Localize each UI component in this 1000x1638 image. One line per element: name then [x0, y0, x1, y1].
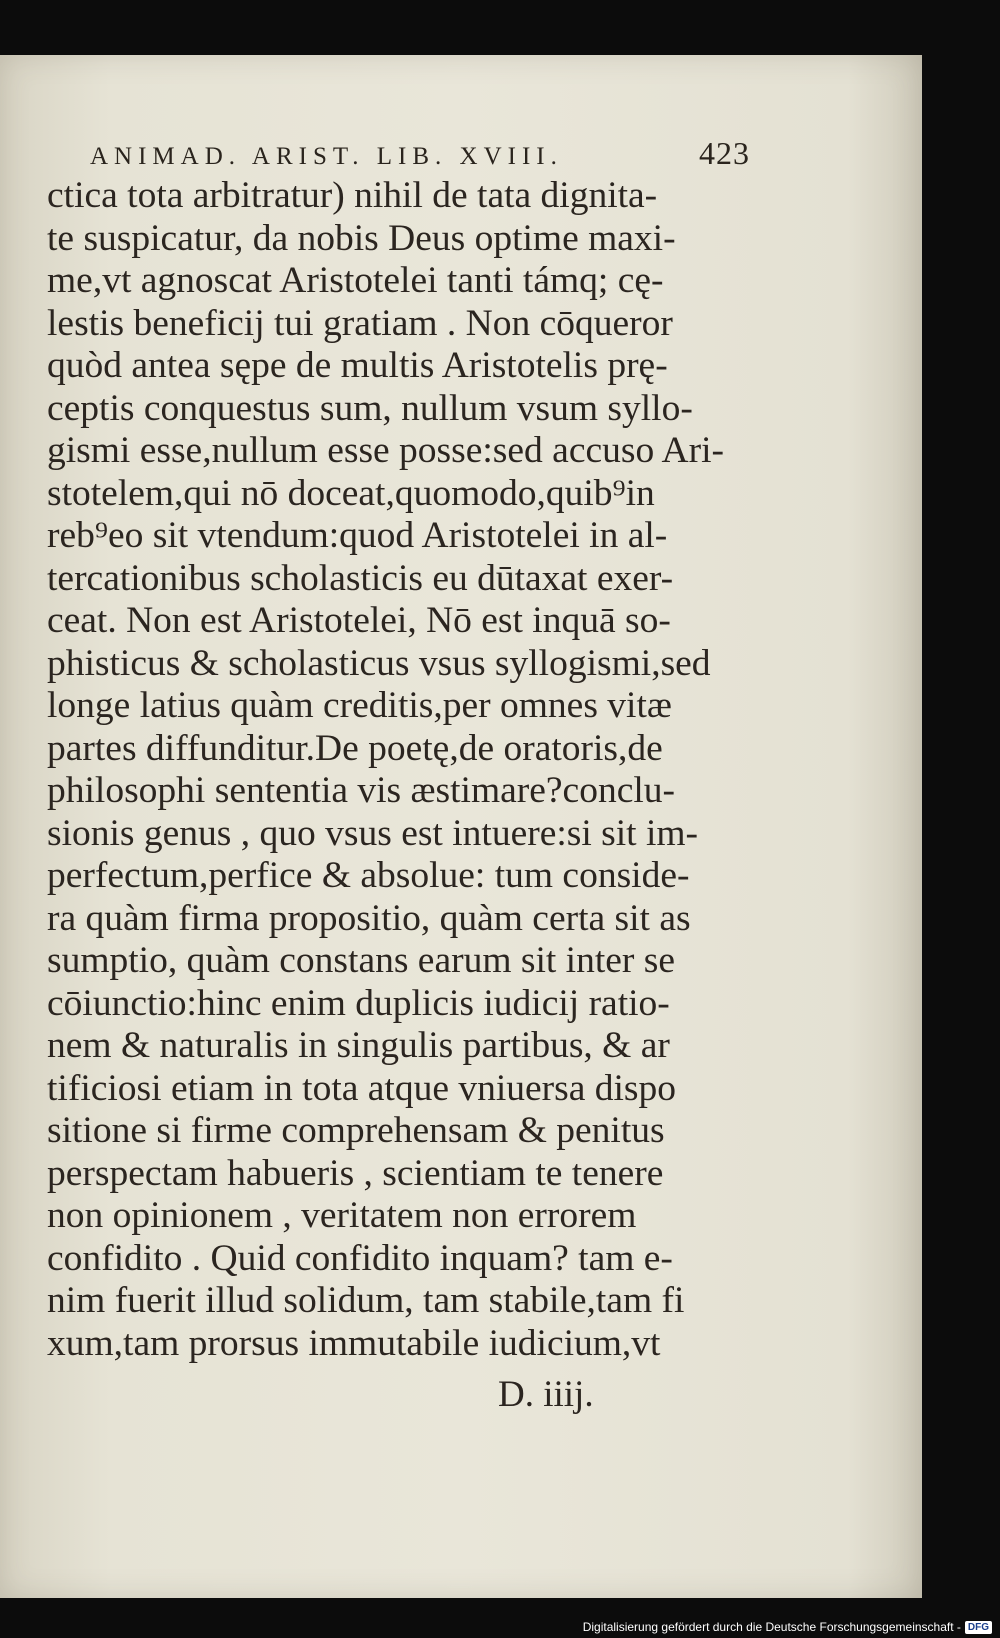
text-line: perfectum,perfice & absolue: tum conside-: [47, 855, 690, 896]
credit-text: Digitalisierung gefördert durch die Deutsche Forschungsgemeinschaft -: [582, 1620, 961, 1634]
text-line: sionis genus , quo vsus est intuere:si sit im-: [47, 812, 699, 854]
text-line: gismi esse,nullum esse posse:sed accuso Ari-: [47, 430, 724, 471]
text-line: non opinionem , veritatem non errorem: [47, 1195, 637, 1236]
signature-mark: D. iiij.: [498, 1374, 594, 1415]
dfg-logo: DFG: [965, 1621, 992, 1634]
text-line: sitione si firme comprehensam & penitus: [47, 1110, 665, 1151]
page-number: 423: [699, 135, 750, 171]
text-line: stotelem,qui nō doceat,quomodo,quib⁹in: [47, 472, 655, 514]
page-header: [90, 135, 750, 172]
text-line: tificiosi etiam in tota atque vniuersa dispo: [47, 1067, 677, 1109]
text-line: cōiunctio:hinc enim duplicis iudicij ratio-: [47, 982, 670, 1024]
text-line: quòd antea sępe de multis Aristotelis prę-: [47, 345, 668, 386]
text-line: tercationibus scholasticis eu dūtaxat exer-: [47, 557, 674, 599]
text-line: phisticus & scholasticus vsus syllogismi,sed: [47, 642, 711, 684]
running-title: ANIMAD. ARIST. LIB. XVIII.: [90, 143, 563, 170]
book-page: [0, 55, 922, 1598]
text-line: nim fuerit illud solidum, tam stabile,tam fi: [47, 1280, 685, 1321]
text-line: philosophi sententia vis æstimare?conclu-: [47, 770, 675, 811]
text-line: partes diffunditur.De poetę,de oratoris,de: [47, 727, 663, 769]
text-line: longe latius quàm creditis,per omnes vitæ: [47, 685, 672, 726]
text-line: sumptio, quàm constans earum sit inter se: [47, 940, 676, 981]
text-line: perspectam habueris , scientiam te tenere: [47, 1152, 664, 1194]
text-line: confidito . Quid confidito inquam? tam e-: [47, 1237, 673, 1279]
digitization-credit: [583, 1620, 992, 1634]
text-line: ra quàm firma propositio, quàm certa sit as: [47, 897, 691, 939]
text-line: ceptis conquestus sum, nullum vsum syllo-: [47, 387, 693, 429]
text-line: ctica tota arbitratur) nihil de tata dignita-: [47, 175, 658, 216]
text-line: reb⁹eo sit vtendum:quod Aristotelei in al-: [47, 515, 668, 556]
text-line: me,vt agnoscat Aristotelei tanti támq; cę-: [47, 260, 664, 301]
text-line: lestis beneficij tui gratiam . Non cōqueror: [47, 302, 673, 344]
body-text: [47, 175, 737, 1365]
text-line: xum,tam prorsus immutabile iudicium,vt: [47, 1322, 661, 1364]
text-line: te suspicatur, da nobis Deus optime maxi-: [47, 217, 676, 259]
text-line: nem & naturalis in singulis partibus, & ar: [47, 1025, 670, 1066]
text-line: ceat. Non est Aristotelei, Nō est inquā so-: [47, 600, 671, 641]
